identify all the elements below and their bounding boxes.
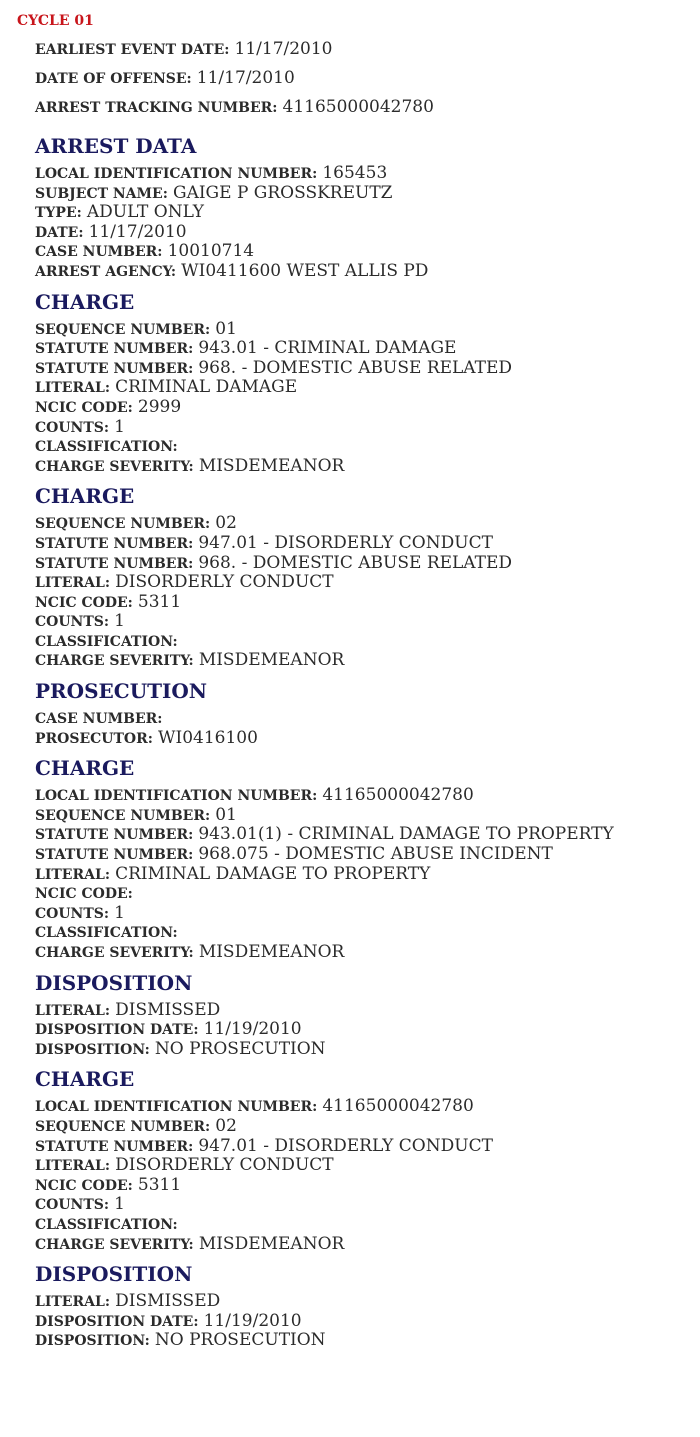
field-value: DISORDERLY CONDUCT (115, 572, 334, 593)
field-row (35, 631, 700, 651)
field-row (35, 728, 700, 748)
field-row (35, 864, 700, 884)
field-label: EARLIEST EVENT DATE: (35, 42, 230, 58)
field-value: 41165000042780 (282, 97, 434, 117)
field-row (35, 202, 700, 222)
prosecution-section (35, 674, 700, 747)
section-title: PROSECUTION (35, 679, 208, 704)
field-label: LOCAL IDENTIFICATION NUMBER: (35, 166, 318, 182)
field-value: 165453 (322, 163, 388, 183)
field-label: PROSECUTOR: (35, 730, 153, 747)
field-label: SEQUENCE NUMBER: (35, 1118, 211, 1135)
charge-section (35, 479, 700, 670)
field-value: 5311 (137, 1174, 182, 1195)
field-label: STATUTE NUMBER: (35, 535, 194, 552)
field-value: 02 (215, 513, 237, 534)
field-row (35, 261, 700, 281)
field-value: 1 (114, 416, 125, 437)
field-label: COUNTS: (35, 614, 110, 631)
field-label: DISPOSITION: (35, 1333, 150, 1350)
field-row (35, 1136, 700, 1156)
field-list (35, 785, 700, 961)
field-label: LITERAL: (35, 575, 110, 592)
field-row (35, 1291, 700, 1311)
cycle-heading: CYCLE 01 (17, 13, 94, 29)
field-label: CLASSIFICATION: (35, 925, 178, 942)
field-label: DISPOSITION DATE: (35, 1313, 199, 1330)
field-label: COUNTS: (35, 1197, 110, 1214)
field-list (35, 708, 700, 747)
summary-row (35, 96, 700, 125)
field-row (35, 708, 700, 728)
field-value: MISDEMEANOR (198, 455, 345, 476)
field-label: ARREST AGENCY: (35, 263, 177, 280)
field-value: WI0411600 WEST ALLIS PD (181, 260, 429, 281)
field-value: 943.01 - CRIMINAL DAMAGE (198, 338, 457, 359)
field-label: COUNTS: (35, 905, 110, 922)
summary-row (35, 67, 700, 96)
field-row (35, 163, 700, 183)
field-row (35, 377, 700, 397)
field-label: CHARGE SEVERITY: (35, 653, 194, 670)
field-value: 947.01 - DISORDERLY CONDUCT (198, 1135, 493, 1156)
disposition-section (35, 966, 700, 1059)
arrest-data-section (35, 129, 700, 281)
field-value: GAIGE P GROSSKREUTZ (172, 182, 393, 203)
field-value: 41165000042780 (322, 1096, 474, 1117)
field-row (35, 1234, 700, 1254)
field-label: DISPOSITION DATE: (35, 1022, 199, 1039)
field-value: 2999 (137, 396, 182, 417)
field-list (35, 163, 700, 281)
field-label: NCIC CODE: (35, 1177, 133, 1194)
field-value: 11/19/2010 (203, 1019, 302, 1040)
field-row (35, 456, 700, 476)
field-label: CHARGE SEVERITY: (35, 1236, 194, 1253)
cycle-summary (35, 38, 700, 125)
field-label: LOCAL IDENTIFICATION NUMBER: (35, 788, 318, 805)
field-label: DATE OF OFFENSE: (35, 71, 192, 87)
field-label: DISPOSITION: (35, 1041, 150, 1058)
field-value: CRIMINAL DAMAGE TO PROPERTY (115, 863, 431, 884)
field-row (35, 533, 700, 553)
field-row (35, 1039, 700, 1059)
field-row (35, 513, 700, 533)
field-label: NCIC CODE: (35, 399, 133, 416)
field-label: LITERAL: (35, 1158, 110, 1175)
charge-section (35, 751, 700, 961)
field-label: STATUTE NUMBER: (35, 555, 194, 572)
field-value: 5311 (137, 591, 182, 612)
field-row (35, 903, 700, 923)
field-list (35, 1291, 700, 1350)
section-title: CHARGE (35, 1067, 135, 1092)
field-value: 11/17/2010 (196, 68, 295, 88)
field-label: DATE: (35, 224, 84, 241)
field-value: 968.075 - DOMESTIC ABUSE INCIDENT (198, 844, 553, 865)
field-value: 1 (114, 902, 125, 923)
field-row (35, 183, 700, 203)
field-value: ADULT ONLY (86, 202, 204, 223)
field-row (35, 844, 700, 864)
field-value: CRIMINAL DAMAGE (115, 377, 298, 398)
field-label: STATUTE NUMBER: (35, 360, 194, 377)
field-row (35, 553, 700, 573)
field-row (35, 417, 700, 437)
field-row (35, 338, 700, 358)
field-label: CASE NUMBER: (35, 711, 163, 728)
field-value: 1 (114, 611, 125, 632)
field-value: 11/17/2010 (88, 221, 187, 242)
field-row (35, 1214, 700, 1234)
section-title: CHARGE (35, 484, 135, 509)
field-value: MISDEMEANOR (198, 942, 345, 962)
summary-row (35, 38, 700, 67)
field-row (35, 358, 700, 378)
charge-section (35, 285, 700, 476)
field-value: 10010714 (167, 241, 255, 262)
field-row (35, 397, 700, 417)
field-value: MISDEMEANOR (198, 1233, 345, 1254)
field-row (35, 1096, 700, 1116)
field-row (35, 241, 700, 261)
field-label: ARREST TRACKING NUMBER: (35, 100, 278, 116)
field-label: CASE NUMBER: (35, 244, 163, 261)
field-label: LITERAL: (35, 1294, 110, 1311)
field-row (35, 611, 700, 631)
field-row (35, 883, 700, 903)
field-value: 947.01 - DISORDERLY CONDUCT (198, 532, 493, 553)
field-row (35, 1019, 700, 1039)
field-row (35, 436, 700, 456)
field-row (35, 942, 700, 962)
field-row (35, 1000, 700, 1020)
field-row (35, 222, 700, 242)
section-title: CHARGE (35, 289, 135, 314)
section-title: ARREST DATA (35, 134, 197, 158)
field-label: SUBJECT NAME: (35, 185, 168, 202)
field-row (35, 1330, 700, 1350)
field-value: WI0416100 (158, 727, 258, 748)
field-value: MISDEMEANOR (198, 650, 345, 671)
field-label: STATUTE NUMBER: (35, 1138, 194, 1155)
field-label: LITERAL: (35, 1002, 110, 1019)
field-label: LITERAL: (35, 866, 110, 883)
field-row (35, 785, 700, 805)
field-value: DISMISSED (115, 1291, 221, 1312)
field-value: 01 (215, 804, 237, 825)
field-value: 02 (215, 1115, 237, 1136)
field-row (35, 319, 700, 339)
field-row (35, 592, 700, 612)
field-label: CHARGE SEVERITY: (35, 945, 194, 961)
section-title: DISPOSITION (35, 970, 193, 995)
field-value: 943.01(1) - CRIMINAL DAMAGE TO PROPERTY (198, 824, 614, 845)
field-label: SEQUENCE NUMBER: (35, 516, 211, 533)
charge-section (35, 1062, 700, 1253)
field-label: TYPE: (35, 205, 82, 222)
field-value: DISMISSED (115, 999, 221, 1020)
record-sections (35, 129, 700, 1350)
field-label: CHARGE SEVERITY: (35, 458, 194, 475)
field-label: STATUTE NUMBER: (35, 847, 194, 864)
field-value: 968. - DOMESTIC ABUSE RELATED (198, 552, 513, 573)
field-label: CLASSIFICATION: (35, 633, 178, 650)
field-label: STATUTE NUMBER: (35, 827, 194, 844)
field-list (35, 1096, 700, 1253)
field-row (35, 805, 700, 825)
field-value: 1 (114, 1194, 125, 1215)
field-row (35, 1155, 700, 1175)
field-label: LOCAL IDENTIFICATION NUMBER: (35, 1099, 318, 1116)
field-row (35, 922, 700, 942)
field-value: 01 (215, 318, 237, 339)
field-label: NCIC CODE: (35, 594, 133, 611)
field-row (35, 650, 700, 670)
field-label: SEQUENCE NUMBER: (35, 807, 211, 824)
field-value: 11/19/2010 (203, 1310, 302, 1331)
field-row (35, 1175, 700, 1195)
field-value: 41165000042780 (322, 785, 474, 806)
field-label: STATUTE NUMBER: (35, 341, 194, 358)
field-row (35, 572, 700, 592)
field-label: SEQUENCE NUMBER: (35, 321, 211, 338)
field-value: 968. - DOMESTIC ABUSE RELATED (198, 357, 513, 378)
disposition-section (35, 1257, 700, 1350)
field-value: NO PROSECUTION (154, 1330, 326, 1351)
field-value: NO PROSECUTION (154, 1038, 326, 1059)
section-title: DISPOSITION (35, 1262, 193, 1287)
field-list (35, 319, 700, 476)
field-label: COUNTS: (35, 419, 110, 436)
field-row (35, 1194, 700, 1214)
field-label: LITERAL: (35, 380, 110, 397)
field-label: NCIC CODE: (35, 886, 133, 903)
field-row (35, 1116, 700, 1136)
field-value: DISORDERLY CONDUCT (115, 1155, 334, 1176)
field-row (35, 1311, 700, 1331)
field-list (35, 1000, 700, 1059)
field-value: 11/17/2010 (234, 39, 333, 59)
section-title: CHARGE (35, 756, 135, 781)
field-label: CLASSIFICATION: (35, 1216, 178, 1233)
field-label: CLASSIFICATION: (35, 439, 178, 456)
field-row (35, 824, 700, 844)
field-list (35, 513, 700, 670)
